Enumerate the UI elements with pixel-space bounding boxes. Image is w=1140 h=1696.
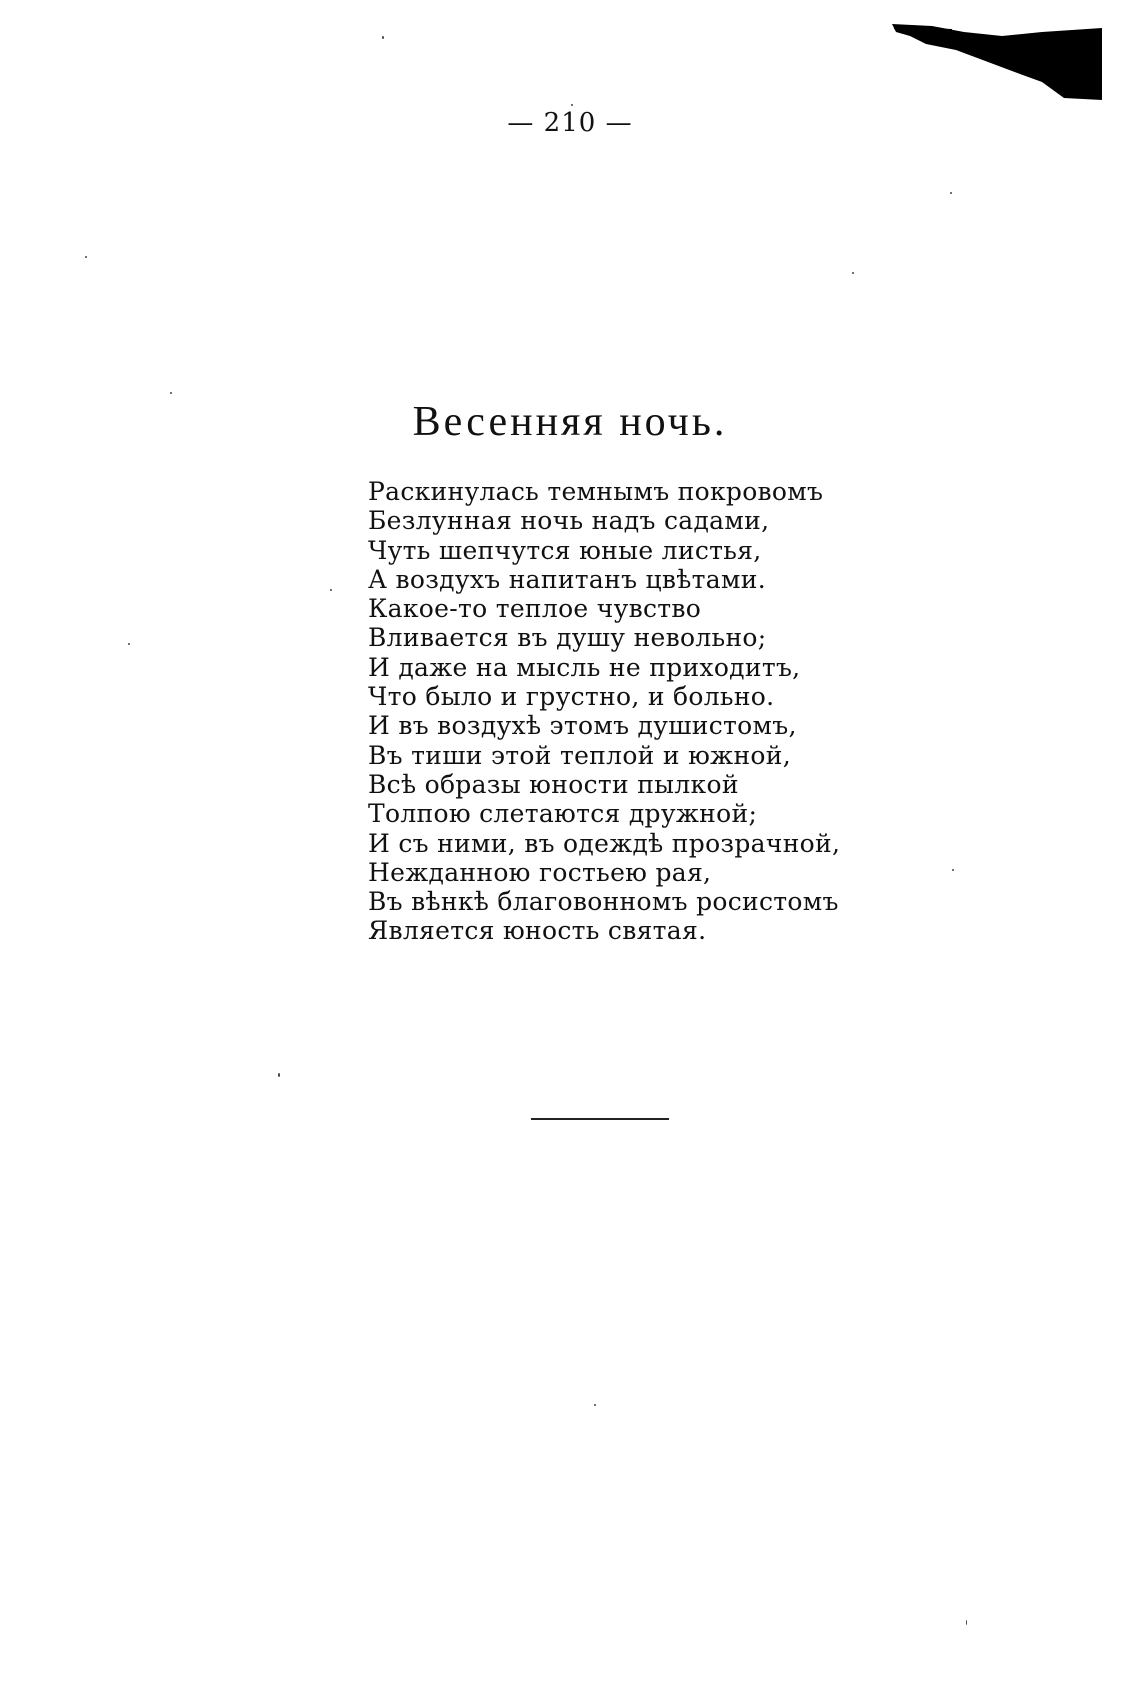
poem-line: Всѣ образы юности пылкой [368,769,739,799]
poem-line: Чуть шепчутся юные листья, [368,535,762,565]
scan-speck [966,1620,967,1625]
poem-line: Какое-то теплое чувство [368,594,702,624]
poem-line: И въ воздухѣ этомъ душистомъ, [368,711,797,741]
scan-speck [952,869,954,871]
poem-line: Нежданною гостьею рая, [368,857,712,887]
poem-line: Что было и грустно, и больно. [368,682,775,712]
scan-speck [382,36,384,39]
poem-line: Въ тиши этой теплой и южной, [368,740,791,770]
poem-line: И съ ними, въ одеждѣ прозрачной, [368,828,841,858]
end-of-poem-rule [531,1118,669,1120]
page-number: — 210 — [507,108,633,138]
scan-speck [128,643,130,645]
scan-speck [950,192,952,194]
poem-title: Весенняя ночь. [412,399,728,445]
scan-speck [330,589,332,591]
scan-speck [852,272,854,274]
poem-line: Раскинулась темнымъ покровомъ [368,477,824,506]
scan-speck [571,104,573,106]
scan-speck [278,1073,280,1077]
poem-line: Безлунная ночь надъ садами, [368,506,770,536]
poem-line: Вливается въ душу невольно; [368,623,767,653]
scan-speck [170,392,172,394]
scan-speck [594,1404,596,1406]
poem-line: А воздухъ напитанъ цвѣтами. [368,564,766,594]
poem-line: Толпою слетаются дружной; [368,799,758,829]
scan-speck [85,256,87,258]
poem-line: Является юность святая. [368,916,707,946]
scan-ink-blot [892,22,1102,100]
poem-line: Въ вѣнкѣ благовонномъ росистомъ [368,887,839,917]
poem-line: И даже на мысль не приходитъ, [368,652,801,682]
poem-body [368,477,888,946]
